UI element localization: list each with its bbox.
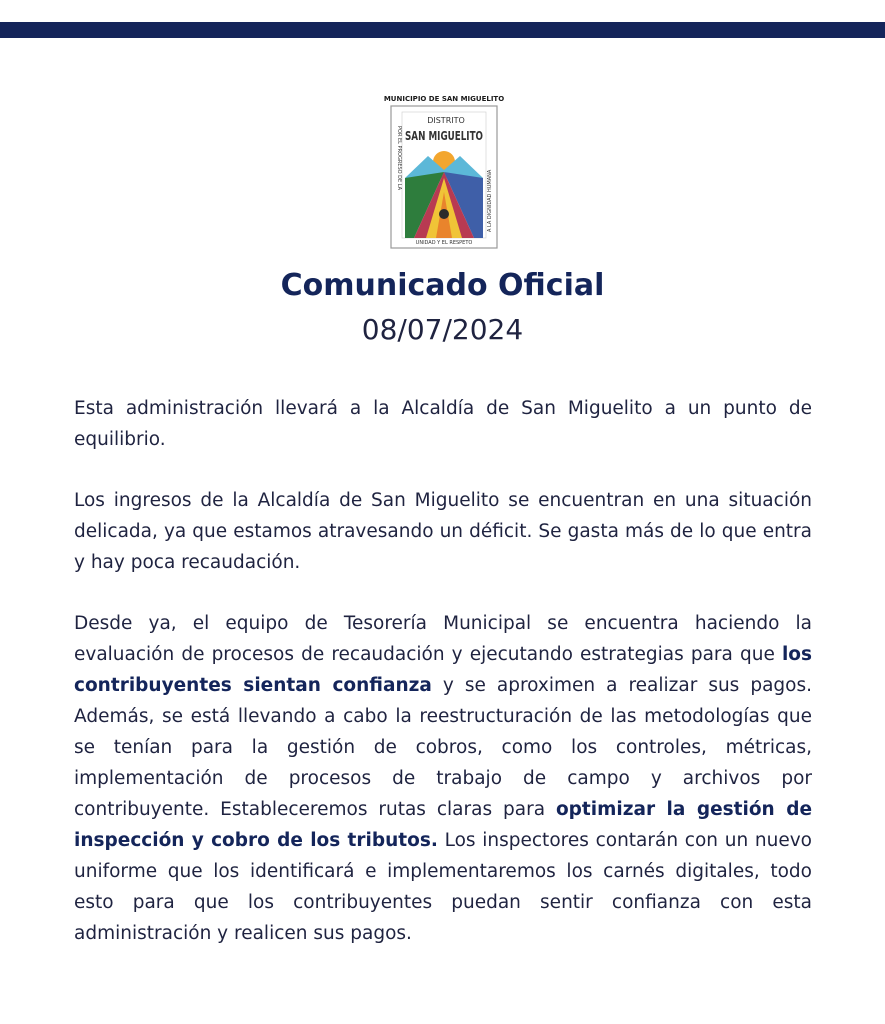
paragraph-3-bold-optimizar: optimizar la gestión de inspección y cobro de los tributos.	[74, 799, 812, 851]
paragraph-2: Los ingresos de la Alcaldía de San Miguelito se encuentran en una situación delicada, ya que estamos atravesando un déficit. Se gasta más de lo que entra y hay poca recaudación.	[74, 490, 812, 573]
paragraph-3-text-a: Desde ya, el equipo de Tesorería Municipal se encuentra haciendo la evaluación de procesos de recaudación y ejecutando estrategias para que	[74, 613, 812, 665]
logo-top-text: MUNICIPIO DE SAN MIGUELITO	[383, 95, 505, 103]
top-accent-bar	[0, 22, 885, 38]
paragraph-1: Esta administración llevará a la Alcaldía de San Miguelito a un punto de equilibrio.	[74, 398, 812, 450]
document-body	[74, 393, 812, 979]
paragraph-3-text-e: Los inspectores contarán con un nuevo uniforme que los identificará e implementaremos los carnés digitales, todo esto para que los contribuyentes puedan sentir confianza con esta administración y realicen sus pagos.	[74, 830, 812, 944]
logo-side-right-text: A LA DIGNIDAD HUMANA	[487, 169, 493, 232]
paragraph-3-bold-confianza: los contribuyentes sientan confianza	[74, 644, 812, 696]
paragraph-3	[74, 608, 812, 949]
logo-main-name-text: SAN MIGUELITO	[405, 129, 483, 143]
document-title: Comunicado Oficial	[280, 268, 605, 303]
document-date: 08/07/2024	[361, 313, 524, 346]
logo-side-left-text: POR EL PROGRESO DE LA	[396, 126, 402, 191]
paragraph-3-text-c: y se aproximen a realizar sus pagos. Además, se está llevando a cabo la reestructuración de las metodologías que se tenían para la gestión de cobros, como los controles, métricas, implementación de procesos de trabajo de campo y archivos por contribuyente. Estableceremos rutas claras para	[74, 675, 812, 820]
logo-main-top-text: DISTRITO	[427, 116, 465, 125]
municipal-logo	[383, 92, 505, 250]
logo-bottom-text: UNIDAD Y EL RESPETO	[415, 240, 473, 246]
